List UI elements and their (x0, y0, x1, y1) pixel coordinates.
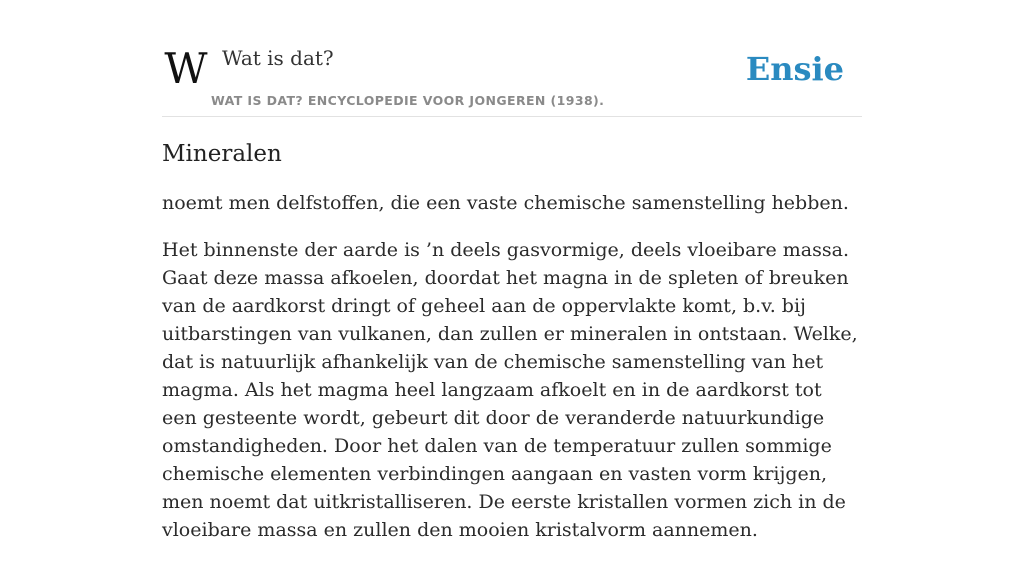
wikipedia-w-logo-icon[interactable] (164, 44, 208, 93)
article-paragraph: Het binnenste der aarde is ’n deels gasvormige, deels vloeibare massa. Gaat deze massa afkoelen, doordat het magna in de spleten of breuken van de aardkorst dringt of geheel aan de oppervlakte komt, b.v. bij uitbarstingen van vulkanen, dan zullen er mineralen in ontstaan. Welke, dat is natuurlijk afhankelijk van de chemische samenstelling van het magma. Als het magma heel langzaam afkoelt en in de aardkorst tot een gesteente wordt, gebeurt dit door de veranderde natuurkundige omstandigheden. Door het dalen van de temperatuur zullen sommige chemische elementen verbindingen aangaan en vasten vorm krijgen, men noemt dat uitkristalliseren. De eerste kristallen vormen zich in de vloeibare massa en zullen den mooien kristalvorm aannemen. (162, 239, 858, 541)
source-header (162, 40, 862, 117)
article-title: Mineralen (162, 141, 282, 167)
source-title[interactable]: Wat is dat? (222, 46, 334, 70)
article-paragraph: noemt men delfstoffen, die een vaste chemische samenstelling hebben. (162, 192, 849, 214)
brand-logo[interactable]: Ensie (745, 50, 844, 88)
article (162, 138, 862, 563)
source-subtitle: WAT IS DAT? ENCYCLOPEDIE VOOR JONGEREN (1938). (211, 93, 605, 108)
svg-text:W: W (164, 44, 208, 93)
